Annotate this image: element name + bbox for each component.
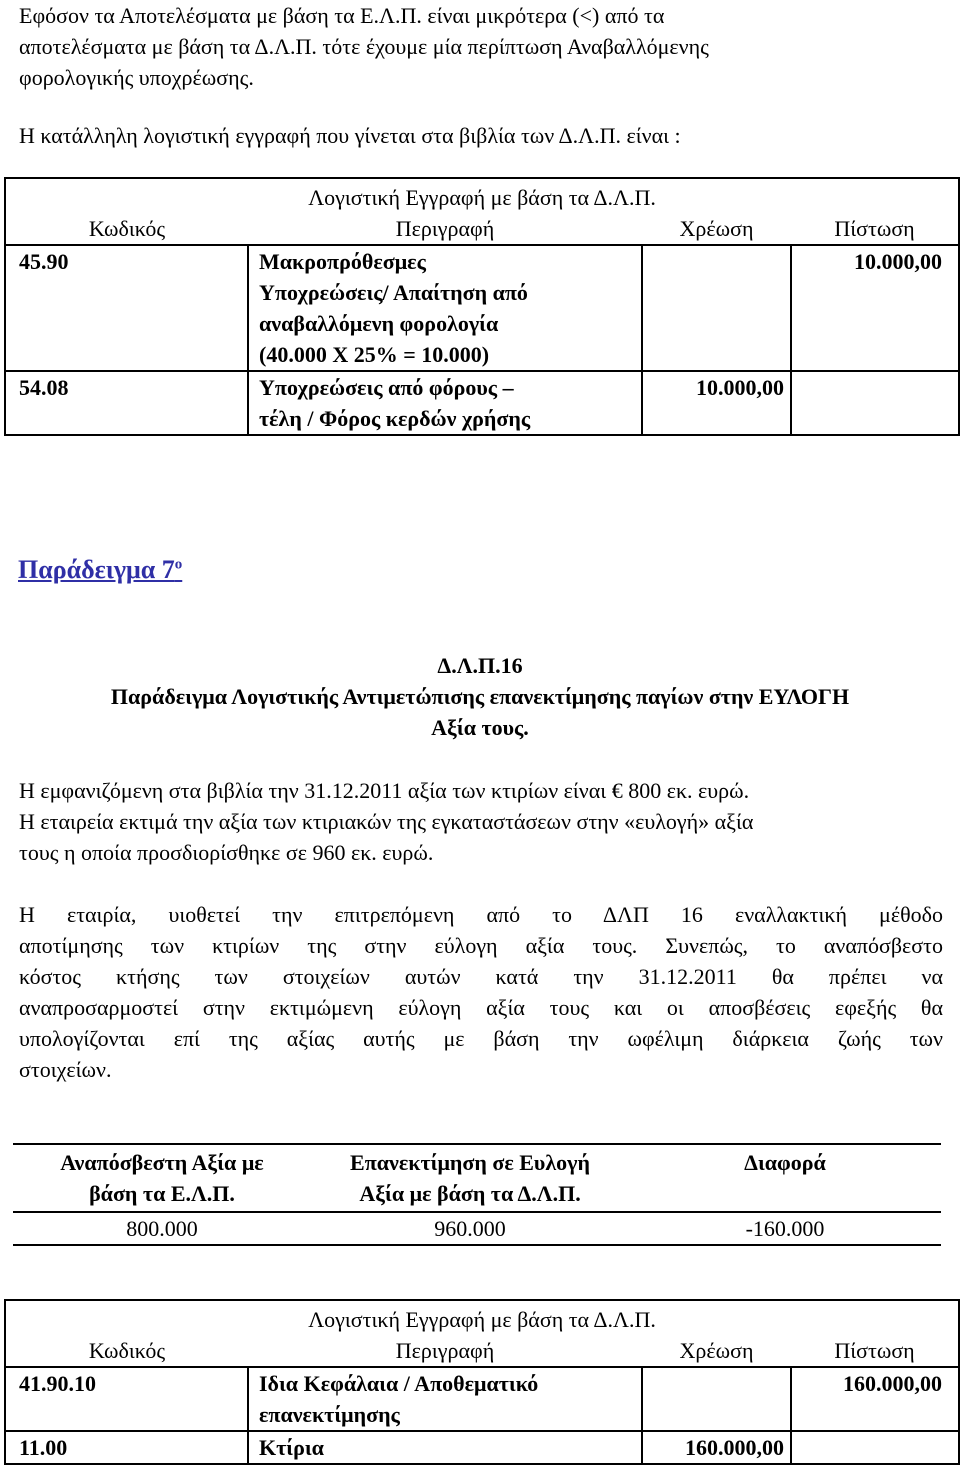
- paragraph-fair-value-line: τους η οποία προσδιορίσθηκε σε 960 εκ. ευρώ.: [19, 840, 434, 865]
- header-book-value: Αναπόσβεστη Αξία με βάση τα Ε.Λ.Π.: [13, 1144, 311, 1212]
- entry-intro-text: Η κατάλληλη λογιστική εγγραφή που γίνεται στα βιβλία των Δ.Λ.Π. είναι :: [19, 123, 681, 148]
- header-debit: Χρέωση: [679, 216, 754, 241]
- header-difference: Διαφορά: [629, 1144, 941, 1212]
- row-debit: 160.000,00: [642, 1431, 791, 1464]
- example-subtitle-line: Παράδειγμα Λογιστικής Αντιμετώπισης επανεκτίμησης παγίων στην ΕΥΛΟΓΗ: [110, 684, 850, 709]
- comparison-table: [13, 1143, 941, 1246]
- example-title: Παράδειγμα $7^o$: [18, 555, 183, 584]
- row-debit: [642, 1367, 791, 1431]
- header-credit: Πίστωση: [791, 213, 959, 245]
- row-description: Υποχρεώσεις από φόρους – τέλη / Φόρος κερδών χρήσης: [248, 371, 642, 435]
- paragraph-method: [19, 899, 943, 1085]
- intro-paragraph: [19, 0, 709, 93]
- value-book: 800.000: [13, 1212, 311, 1245]
- row-code: 45.90: [5, 245, 248, 371]
- row-credit: 10.000,00: [791, 245, 959, 371]
- row-code: 41.90.10: [5, 1367, 248, 1431]
- row-credit: [791, 371, 959, 435]
- row-debit: 10.000,00: [642, 371, 791, 435]
- standard-label: Δ.Λ.Π.16: [437, 653, 523, 678]
- paragraph-fair-value-line: Η εταιρεία εκτιμά την αξία των κτιριακών της εγκαταστάσεων στην «ευλογή» αξία: [19, 809, 754, 834]
- row-credit: 160.000,00: [791, 1367, 959, 1431]
- row-code: 54.08: [5, 371, 248, 435]
- intro-line: Εφόσον τα Αποτελέσματα με βάση τα Ε.Λ.Π. είναι μικρότερα (<) από τα: [19, 3, 665, 28]
- row-description: Μακροπρόθεσμες Υποχρεώσεις/ Απαίτηση από αναβαλλόμενη φορολογία (40.000 Χ 25% = 10.000): [248, 245, 642, 371]
- entry-title: Λογιστική Εγγραφή με βάση τα Δ.Λ.Π.: [5, 1300, 959, 1335]
- row-code: 11.00: [5, 1431, 248, 1464]
- header-code: Κωδικός: [5, 213, 248, 245]
- justified-line: Η εταιρία, υιοθετεί την επιτρεπόμενη από το ΔΛΠ 16 εναλλακτική μέθοδο: [19, 902, 943, 927]
- last-line: στοιχείων.: [19, 1057, 112, 1082]
- intro-line: φορολογικής υποχρέωσης.: [19, 65, 254, 90]
- justified-line: κόστος κτήσης των στοιχείων αυτών κατά την 31.12.2011 θα πρέπει να: [19, 964, 943, 989]
- intro-line: αποτελέσματα με βάση τα Δ.Λ.Π. τότε έχουμε μία περίπτωση Αναβαλλόμενης: [19, 34, 709, 59]
- justified-line: υπολογίζονται επί της αξίας αυτής με βάση την ωφέλιμη διάρκεια ζωής των: [19, 1026, 943, 1051]
- header-description: Περιγραφή: [395, 1338, 495, 1363]
- header-description: Περιγραφή: [395, 216, 495, 241]
- justified-line: αποτίμησης των κτιρίων της στην εύλογη αξία τους. Συνεπώς, το αναπόσβεστο: [19, 933, 943, 958]
- justified-line: αναπροσαρμοστεί στην εκτιμώμενη εύλογη αξία τους και οι αποσβέσεις εφεξής θα: [19, 995, 943, 1020]
- row-description: Κτίρια: [248, 1431, 642, 1464]
- row-debit: [642, 245, 791, 371]
- header-code: Κωδικός: [5, 1335, 248, 1367]
- value-revaluation: 960.000: [311, 1212, 629, 1245]
- value-difference: -160.000: [629, 1212, 941, 1245]
- row-description: Ιδια Κεφάλαια / Αποθεματικό επανεκτίμησης: [248, 1367, 642, 1431]
- journal-entry-table-1: [4, 177, 960, 436]
- paragraph-book-value: Η εμφανιζόμενη στα βιβλία την 31.12.2011 αξία των κτιρίων είναι € 800 εκ. ευρώ.: [19, 778, 750, 803]
- example-subtitle-line: Αξία τους.: [431, 715, 529, 740]
- header-revaluation: Επανεκτίμηση σε Ευλογή Αξία με βάση τα Δ.Λ.Π.: [311, 1144, 629, 1212]
- row-credit: [791, 1431, 959, 1464]
- header-credit: Πίστωση: [791, 1335, 959, 1367]
- journal-entry-table-2: [4, 1299, 960, 1465]
- entry-title: Λογιστική Εγγραφή με βάση τα Δ.Λ.Π.: [5, 178, 959, 213]
- header-debit: Χρέωση: [679, 1338, 754, 1363]
